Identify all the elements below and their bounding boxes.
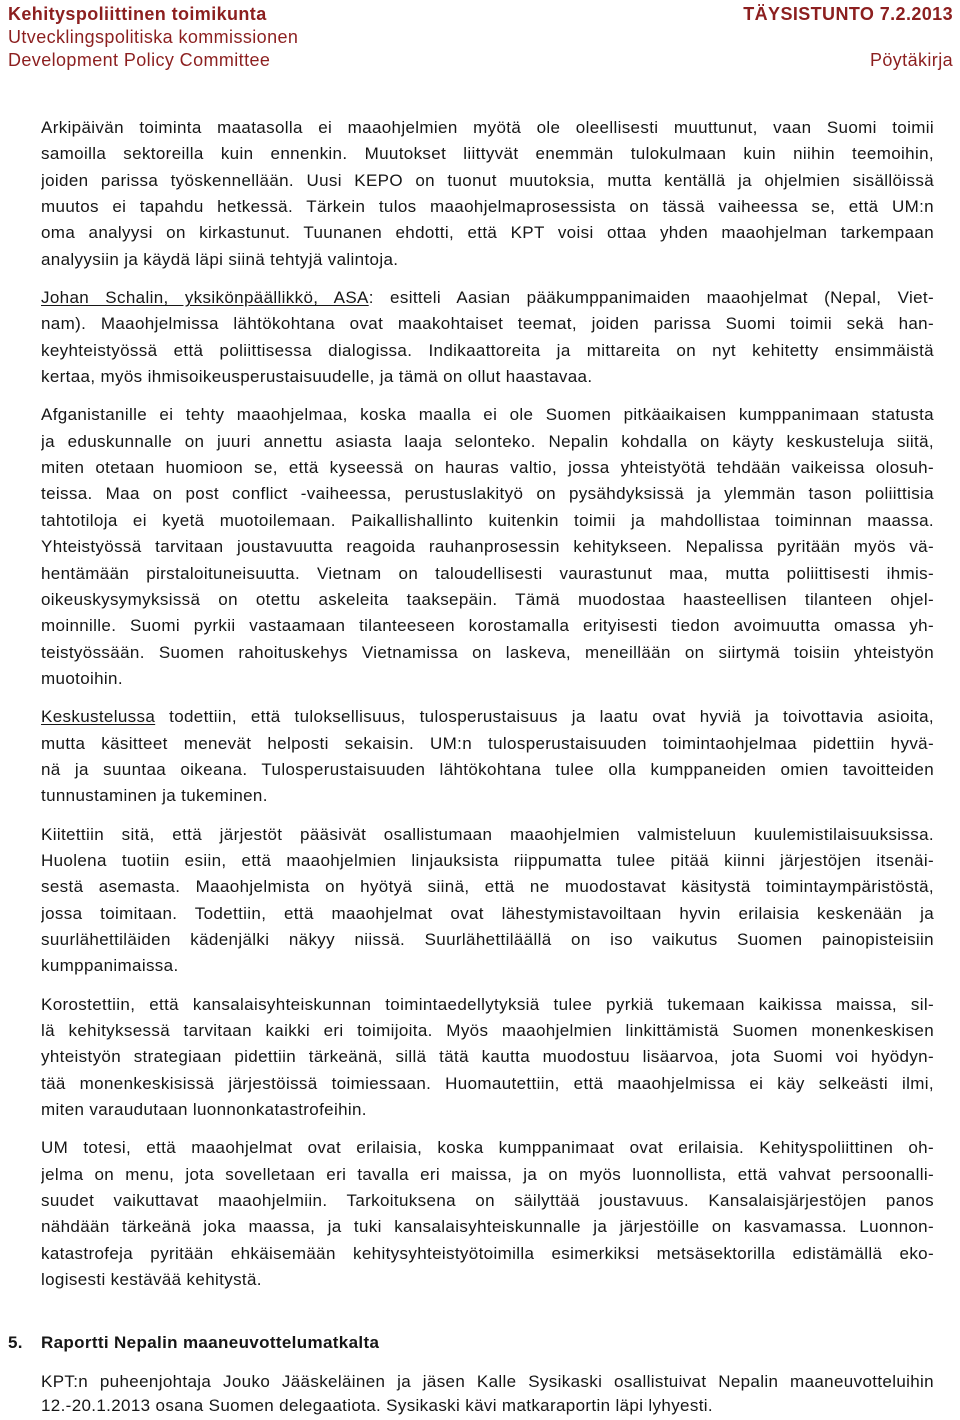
meeting-title: TÄYSISTUNTO 7.2.2013 <box>743 4 953 24</box>
text-line: analyysiin ja käydä läpi siinä tehtyjä valintoja. <box>41 249 399 269</box>
text-line: logisesti kestävää kehitystä. <box>41 1270 262 1290</box>
text-line: muutos ei tapahdu hetkessä. Tärkein tulos maaohjelmaprosessista on tässä vaiheessa se, että UM:n <box>41 197 934 217</box>
text-line: samoilla sektoreilla kuin ennenkin. Muutokset liittyvät enemmän tulokulmaan kuin niihin teemoihin, <box>41 144 934 164</box>
minutes-paragraph <box>41 115 934 273</box>
text-line: moinnille. Suomi pyrkii vastaamaan tilanteeseen korostamalla erityisesti tiedon avoimuutta omassa yh- <box>41 616 934 636</box>
text-line: kertaa, myös ihmisoikeusperustaisuudelle, ja tämä on ollut haastavaa. <box>41 367 593 387</box>
text-line: muotoihin. <box>41 668 123 688</box>
text-line: 12.-20.1.2013 osana Suomen delegaatiota. Sysikaski kävi matkaraportin läpi lyhyesti. <box>41 1395 713 1415</box>
header-row-middle <box>8 26 953 49</box>
minutes-paragraph <box>41 285 934 390</box>
text-line: jossa toimitaan. Todettiin, että maaohjelmat ovat lähestymistavoiltaan hyvin erilaisia keskenään ja <box>41 903 934 923</box>
section-heading <box>8 1330 934 1356</box>
text-line: nähdään tärkeänä joka maassa, ja tuki kansalaisyhteiskunnalle ja järjestöille on kasvamassa. Luonnon- <box>41 1217 934 1237</box>
text-line <box>41 285 934 311</box>
text-line: oma analyysi on kirkastunut. Tuunanen ehdotti, että KPT voisi ottaa yhden maaohjelman tarkempaan <box>41 223 934 243</box>
text-line: UM totesi, että maaohjelmat ovat erilaisia, koska kumppanimaat ovat erilaisia. Kehityspoliittinen oh- <box>41 1138 934 1158</box>
text-line: miten varaudutaan luonnonkatastrofeihin. <box>41 1100 367 1120</box>
text-line: teissa. Maa on post conflict -vaiheessa, perustuslakityö on pysähdyksissä ja ylemmän tason poliittisia <box>41 484 934 504</box>
text-line: oikeuskysymyksissä on otettu askeleita taaksepäin. Tämä muodostaa haasteellisen tilanteen ohjel- <box>41 589 934 609</box>
text-line: yhteistyön strategiaan pidettiin tärkeänä, sillä tätä kautta muodostuu lisäarvoa, jota Suomi voi hyödyn- <box>41 1047 934 1067</box>
text-line: suudet vaikuttavat maaohjelmiin. Tarkoituksena on säilyttää joustavuus. Kansalaisjärjestöjen panos <box>41 1191 934 1211</box>
speaker-name-underlined: Johan Schalin, yksikönpäällikkö, ASA <box>41 288 369 308</box>
text-line: lä kehityksessä tarvitaan kaikki eri toimijoita. Myös maaohjelmien linkittämistä Suomen monenkeskisen <box>41 1021 934 1040</box>
text-line: tää monenkeskisissä järjestöissä toimiessaan. Huomautettiin, että maaohjelmissa ei käy selkeästi ilmi, <box>41 1073 934 1093</box>
committee-name-fi: Kehityspoliittinen toimikunta <box>8 4 267 24</box>
text-line: keyhteistyössä että poliittisessa dialogissa. Indikaattoreita ja mittareita on nyt kehitetty ensimmäistä <box>41 340 934 360</box>
section-number: 5. <box>8 1333 23 1353</box>
document-type: Pöytäkirja <box>869 50 953 70</box>
discussion-label-underlined: Keskustelussa <box>41 707 156 727</box>
text-line: suurlähettiläiden kädenjälki näkyy niissä. Suurlähettiläällä on iso vaikutus Suomen painopisteisiin <box>41 929 934 949</box>
header-row-bottom <box>8 49 953 72</box>
minutes-paragraph <box>41 992 934 1124</box>
section-paragraph <box>41 1370 934 1418</box>
minutes-paragraph <box>41 822 934 980</box>
text-line <box>41 704 934 730</box>
text-line: jelma on menu, jota sovelletaan eri tavalla eri maissa, ja on myös luonnollista, että vahvat persoonalli- <box>41 1164 934 1184</box>
section-title: Raportti Nepalin maaneuvottelumatkalta <box>41 1333 380 1353</box>
text-line: ja eduskunnalle on juuri annettu asiasta laaja selonteko. Nepalin kohdalla on käyty keskusteluja siitä, <box>41 431 934 451</box>
text-line: miten otetaan huomioon se, että kyseessä on hauras valtio, jossa yhteistyötä tehdään vaikeissa olosuh- <box>41 458 934 478</box>
text-line: Afganistanille ei tehty maaohjelmaa, koska maalla ei ole Suomen pitkäaikaisen kumppanimaan statusta <box>41 405 934 425</box>
text-line: nä ja suuntaa oikeana. Tulosperustaisuuden lähtökohtana tulee olla kumppaneiden omien tavoitteiden <box>41 759 934 779</box>
text-line: tahtotiloja ei kyetä muotoilemaan. Paikallishallinto kuitenkin toimii ja mahdollistaa toiminnan maassa. <box>41 510 934 530</box>
minutes-body <box>8 115 934 1418</box>
text-line: joiden parissa työskennellään. Uusi KEPO on tuonut muutoksia, mutta kentällä ja ohjelmien sisällöissä <box>41 170 934 190</box>
text-line: Yhteistyössä tarvitaan joustavuutta reagoida rauhanprosessin kehitykseen. Nepalissa pyritään myös vä- <box>41 537 934 557</box>
text-line: Kiitettiin sitä, että järjestöt pääsivät osallistumaan maaohjelmien valmisteluun kuulemistilaisuuksissa. <box>41 824 934 844</box>
committee-name-en: Development Policy Committee <box>8 50 271 70</box>
text-line: kumppanimaissa. <box>41 956 179 976</box>
text-line: Huolena tuotiin esiin, että maaohjelmien linjauksista riippumatta tulee pitää kiinni järjestöjen itsenäi- <box>41 850 934 870</box>
text-line: katastrofeja pyritään ehkäisemään kehitysyhteistyötoimilla esimerkiksi metsäsektorilla edistämällä eko- <box>41 1243 934 1263</box>
text-line: tunnustaminen ja tukeminen. <box>41 786 268 806</box>
text-line: KPT:n puheenjohtaja Jouko Jääskeläinen ja jäsen Kalle Sysikaski osallistuivat Nepalin maaneuvotteluihin <box>41 1371 934 1391</box>
text-line: nam). Maaohjelmissa lähtökohtana ovat maakohtaiset teemat, joiden parissa Suomi toimii sekä han- <box>41 314 934 334</box>
text-line: mutta käsitteet menevät helposti sekaisin. UM:n tulosperustaisuuden toimintaohjelmaa pidettiin hyvä- <box>41 733 934 753</box>
text-line: teistyössään. Suomen rahoituskehys Vietnamissa on laskeva, meneillään on siirtymä toisiin yhteistyön <box>41 642 934 662</box>
text-segment: : esitteli Aasian pääkumppanimaiden maaohjelmat (Nepal, Viet- <box>368 288 934 308</box>
text-line: sestä asemasta. Maaohjelmista on hyötyä siinä, että ne muodostavat käsitystä toimintaympäristöstä, <box>41 877 934 897</box>
text-segment: todettiin, että tuloksellisuus, tulosperustaisuus ja laatu ovat hyviä ja toivottavia asioita, <box>155 707 934 727</box>
committee-name-sv: Utvecklingspolitiska kommissionen <box>8 27 299 47</box>
minutes-paragraph <box>41 1135 934 1293</box>
text-line: hentämään pirstaloituneisuutta. Vietnam on taloudellisesti vaurastunut maa, mutta poliittisesti ihmis- <box>41 563 934 583</box>
minutes-paragraph <box>41 704 934 809</box>
text-line: Korostettiin, että kansalaisyhteiskunnan toimintaedellytyksiä tulee pyrkiä tukemaan kaikissa maissa, sil- <box>41 994 934 1014</box>
document-header <box>8 3 953 72</box>
minutes-paragraph <box>41 402 934 692</box>
header-row-top <box>8 3 953 26</box>
text-line: Arkipäivän toiminta maatasolla ei maaohjelmien myötä ole oleellisesti muuttunut, vaan Suomi toimii <box>41 118 934 137</box>
